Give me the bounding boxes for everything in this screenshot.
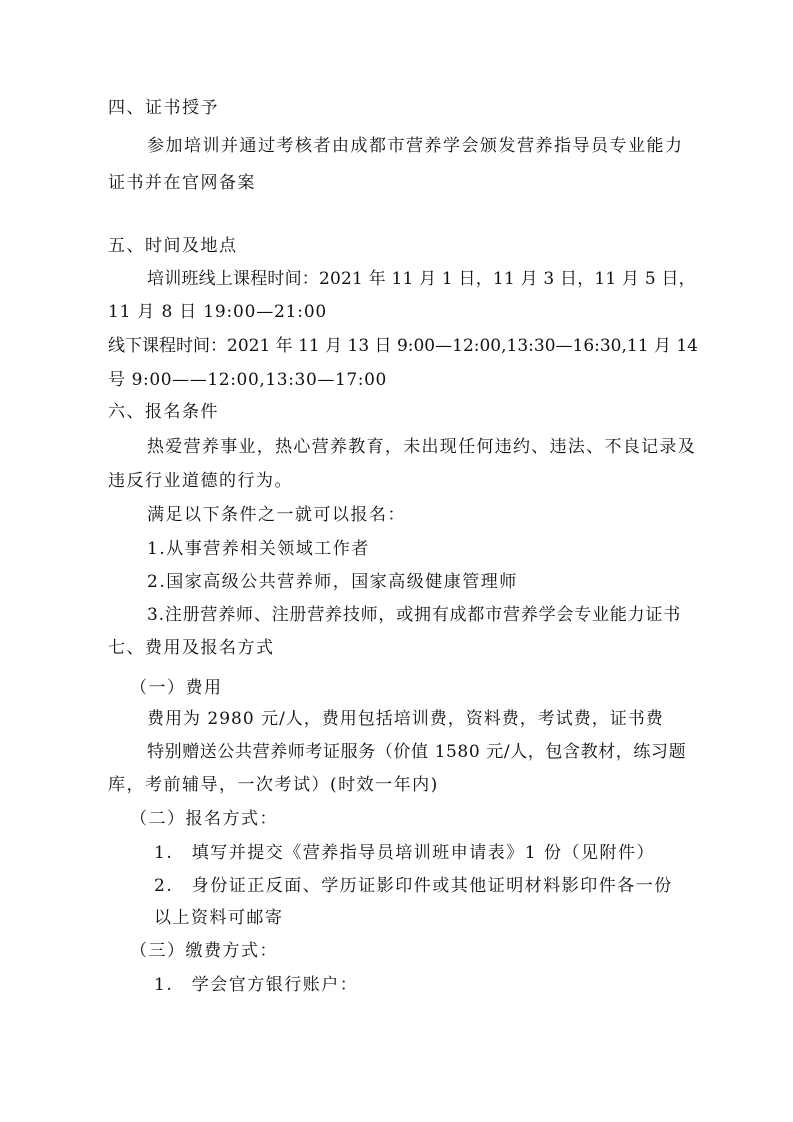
section-heading-certificate: 四、证书授予: [108, 98, 219, 118]
list-item: 3.注册营养师、注册营养技师，或拥有成都市营养学会专业能力证书: [147, 605, 682, 625]
paragraph-line: 满足以下条件之一就可以报名：: [147, 505, 406, 525]
list-item: 2.国家高级公共营养师，国家高级健康管理师: [147, 572, 518, 592]
paragraph-line: 特别赠送公共营养师考证服务（价值 1580 元/人，包含教材，练习题: [147, 742, 687, 762]
paragraph-line: 参加培训并通过考核者由成都市营养学会颁发营养指导员专业能力: [147, 136, 684, 156]
paragraph-line: 热爱营养事业，热心营养教育，未出现任何违约、违法、不良记录及: [147, 437, 696, 457]
paragraph-line: 号 9:00——12:00,13:30—17:00: [108, 370, 387, 390]
list-item: 1. 学会官方银行账户：: [154, 975, 359, 995]
section-heading-time-place: 五、时间及地点: [108, 236, 238, 256]
paragraph-line: 库，考前辅导，一次考试）(时效一年内): [108, 775, 439, 795]
paragraph-line: 线下课程时间：2021 年 11 月 13 日 9:00—12:00,13:30—16:30,11 月 14: [108, 336, 698, 356]
list-item: 2. 身份证正反面、学历证影印件或其他证明材料影印件各一份: [154, 876, 673, 896]
paragraph-line: 费用为 2980 元/人，费用包括培训费，资料费，考试费，证书费: [147, 709, 664, 729]
subsection-heading: （一）费用: [130, 678, 223, 698]
section-heading-fees-registration: 七、费用及报名方式: [108, 638, 275, 658]
paragraph-line: 证书并在官网备案: [108, 173, 256, 193]
paragraph-line: 违反行业道德的行为。: [108, 471, 293, 491]
paragraph-line: 11 月 8 日 19:00—21:00: [108, 302, 328, 322]
list-item: 1.从事营养相关领域工作者: [147, 539, 370, 559]
list-item: 1. 填写并提交《营养指导员培训班申请表》1 份（见附件）: [154, 843, 655, 863]
paragraph-line: 培训班线上课程时间：2021 年 11 月 1 日，11 月 3 日，11 月 5 日，: [147, 269, 696, 289]
subsection-heading: （二）报名方式：: [130, 809, 278, 829]
subsection-heading: （三）缴费方式：: [130, 941, 278, 961]
section-heading-eligibility: 六、报名条件: [108, 402, 219, 422]
paragraph-line: 以上资料可邮寄: [154, 908, 284, 928]
